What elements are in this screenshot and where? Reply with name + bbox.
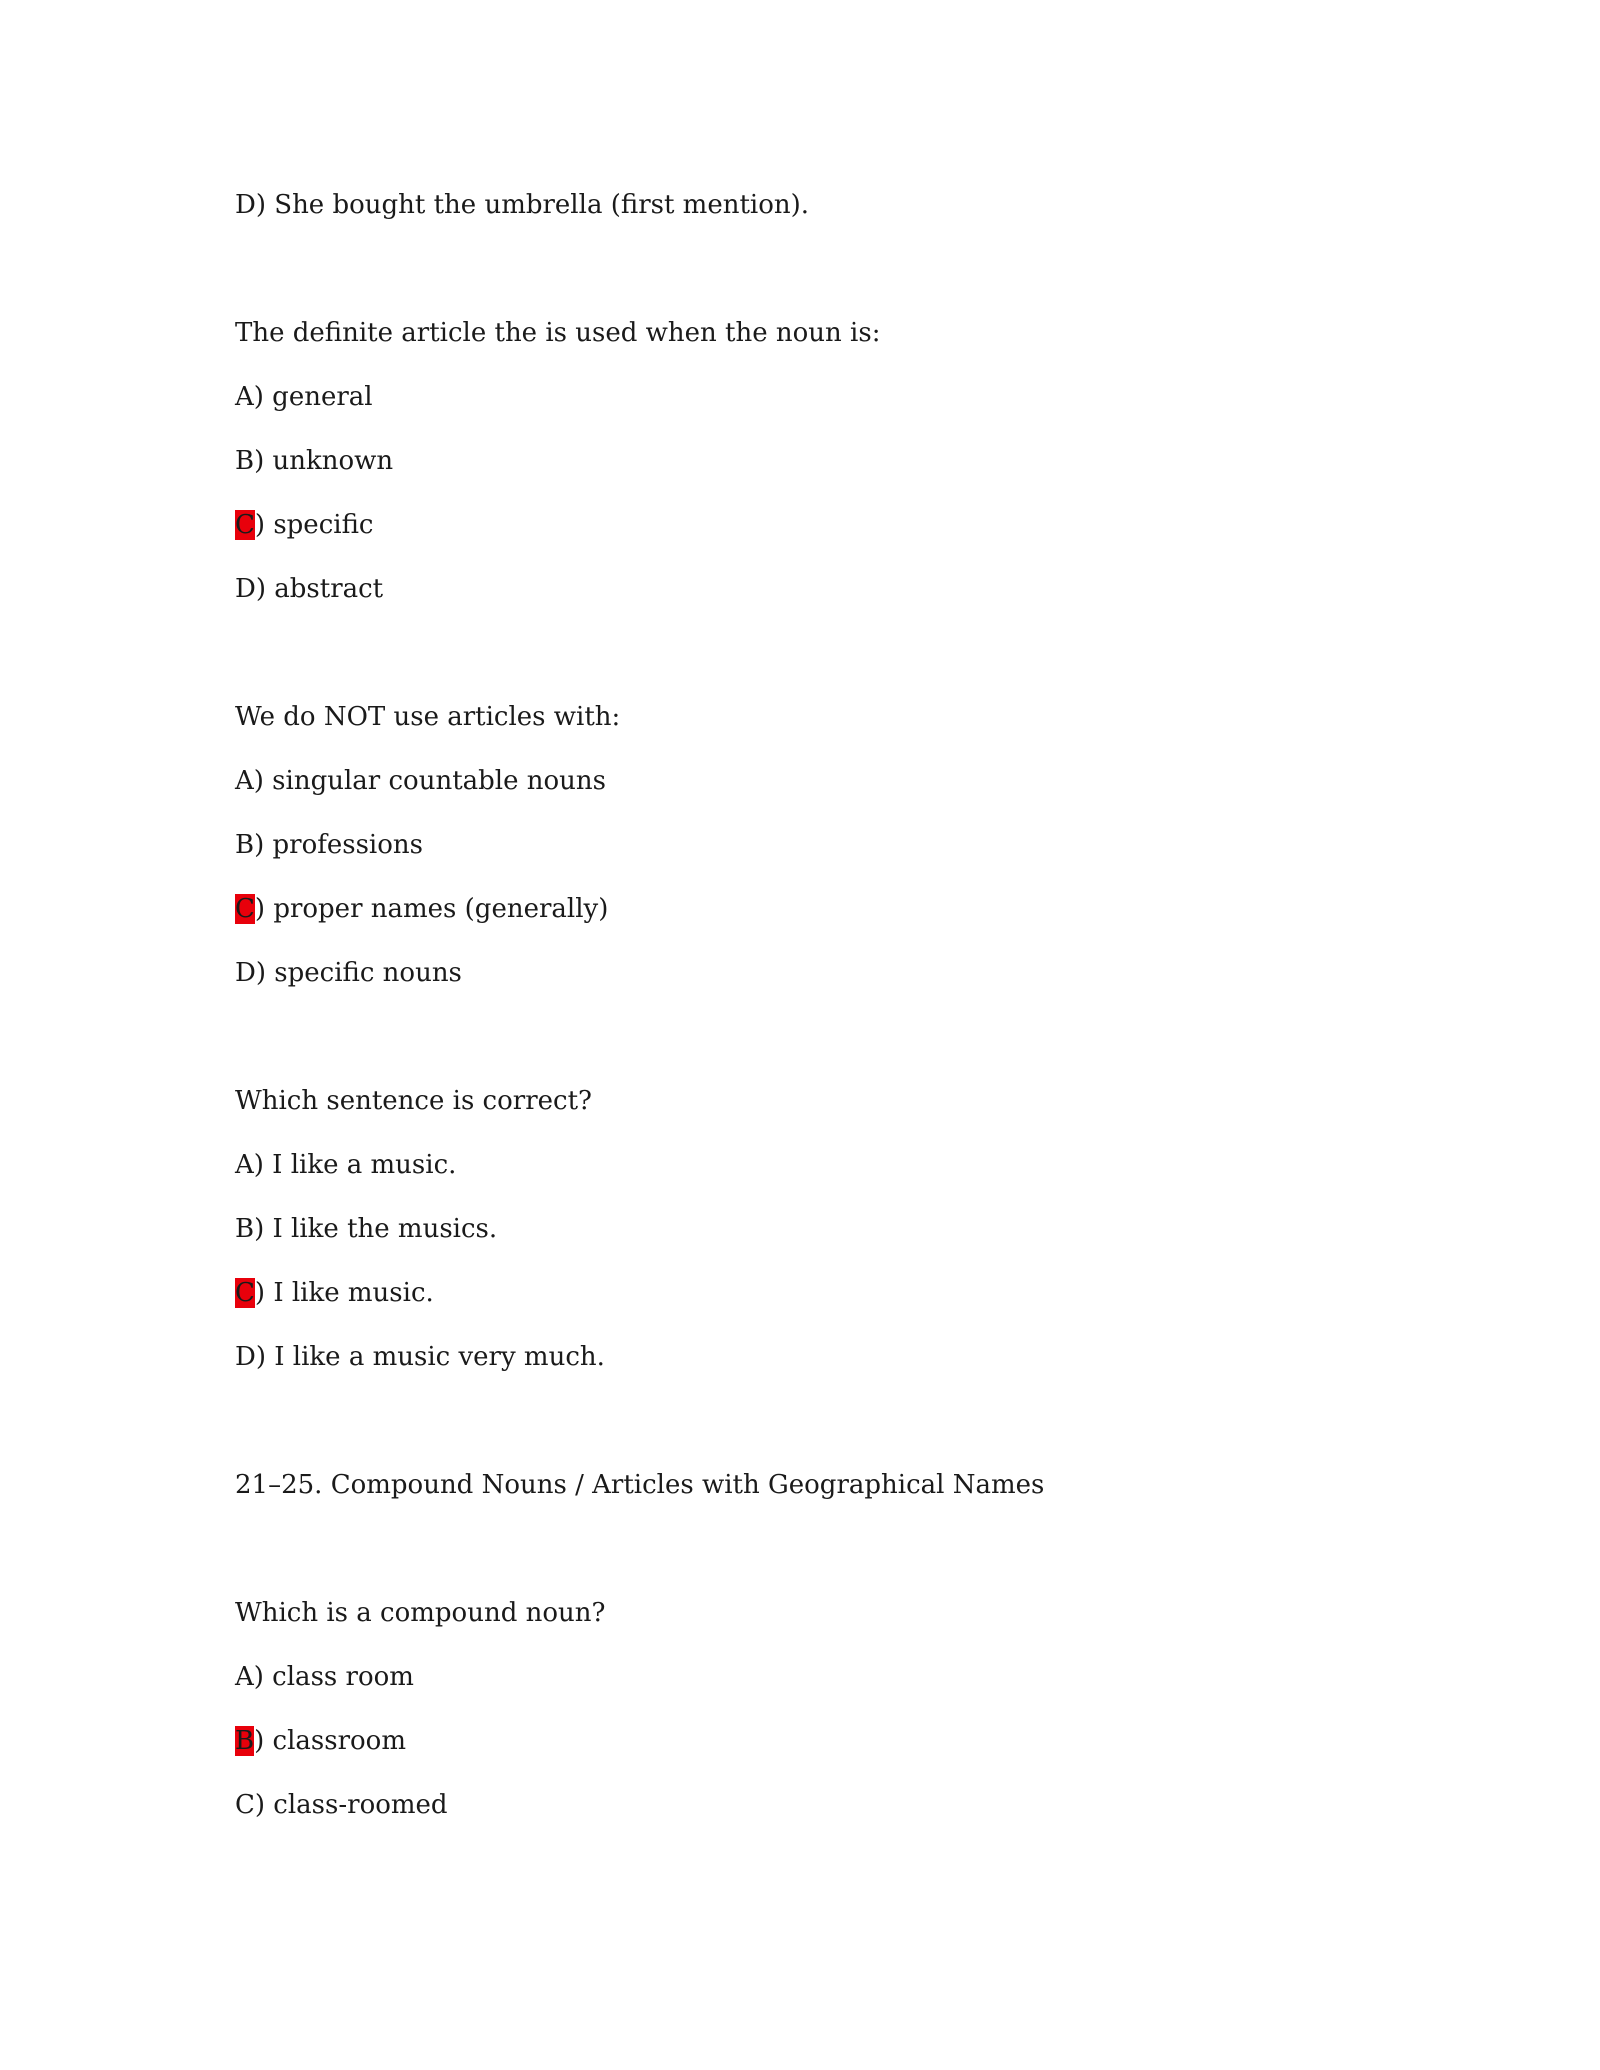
question-no-articles: We do NOT use articles with: (235, 702, 621, 732)
option-d-line: D) specific nouns (235, 958, 462, 988)
answer-option-line (235, 893, 608, 925)
option-b-line: B) professions (235, 830, 423, 860)
option-a-line: A) general (235, 382, 373, 412)
question-correct-sentence: Which sentence is correct? (235, 1086, 592, 1116)
question-definite-article: The definite article the is used when the noun is: (235, 318, 881, 348)
option-c-line: C) class-roomed (235, 1790, 448, 1820)
answer-text: ) specific (254, 510, 374, 540)
option-d-line: D) I like a music very much. (235, 1342, 605, 1372)
option-a-line: A) I like a music. (235, 1150, 457, 1180)
option-d-line: D) abstract (235, 574, 384, 604)
answer-text: ) proper names (generally) (254, 894, 609, 924)
question-compound-noun: Which is a compound noun? (235, 1598, 606, 1628)
option-b-line: B) I like the musics. (235, 1214, 498, 1244)
answer-text: ) I like music. (254, 1278, 434, 1308)
answer-highlight: B (235, 1726, 255, 1756)
option-b-line: B) unknown (235, 446, 394, 476)
answer-highlight: C (235, 510, 255, 540)
section-heading: 21–25. Compound Nouns / Articles with Geographical Names (235, 1470, 1045, 1500)
answer-text: ) classroom (254, 1726, 406, 1756)
option-d-line: D) She bought the umbrella (first mention). (235, 190, 810, 220)
answer-highlight: C (235, 1278, 255, 1308)
option-a-line: A) singular countable nouns (235, 766, 606, 796)
answer-highlight: C (235, 894, 255, 924)
option-a-line: A) class room (235, 1662, 414, 1692)
answer-option-line (235, 1277, 434, 1309)
answer-option-line (235, 509, 373, 541)
answer-option-line (235, 1725, 406, 1757)
